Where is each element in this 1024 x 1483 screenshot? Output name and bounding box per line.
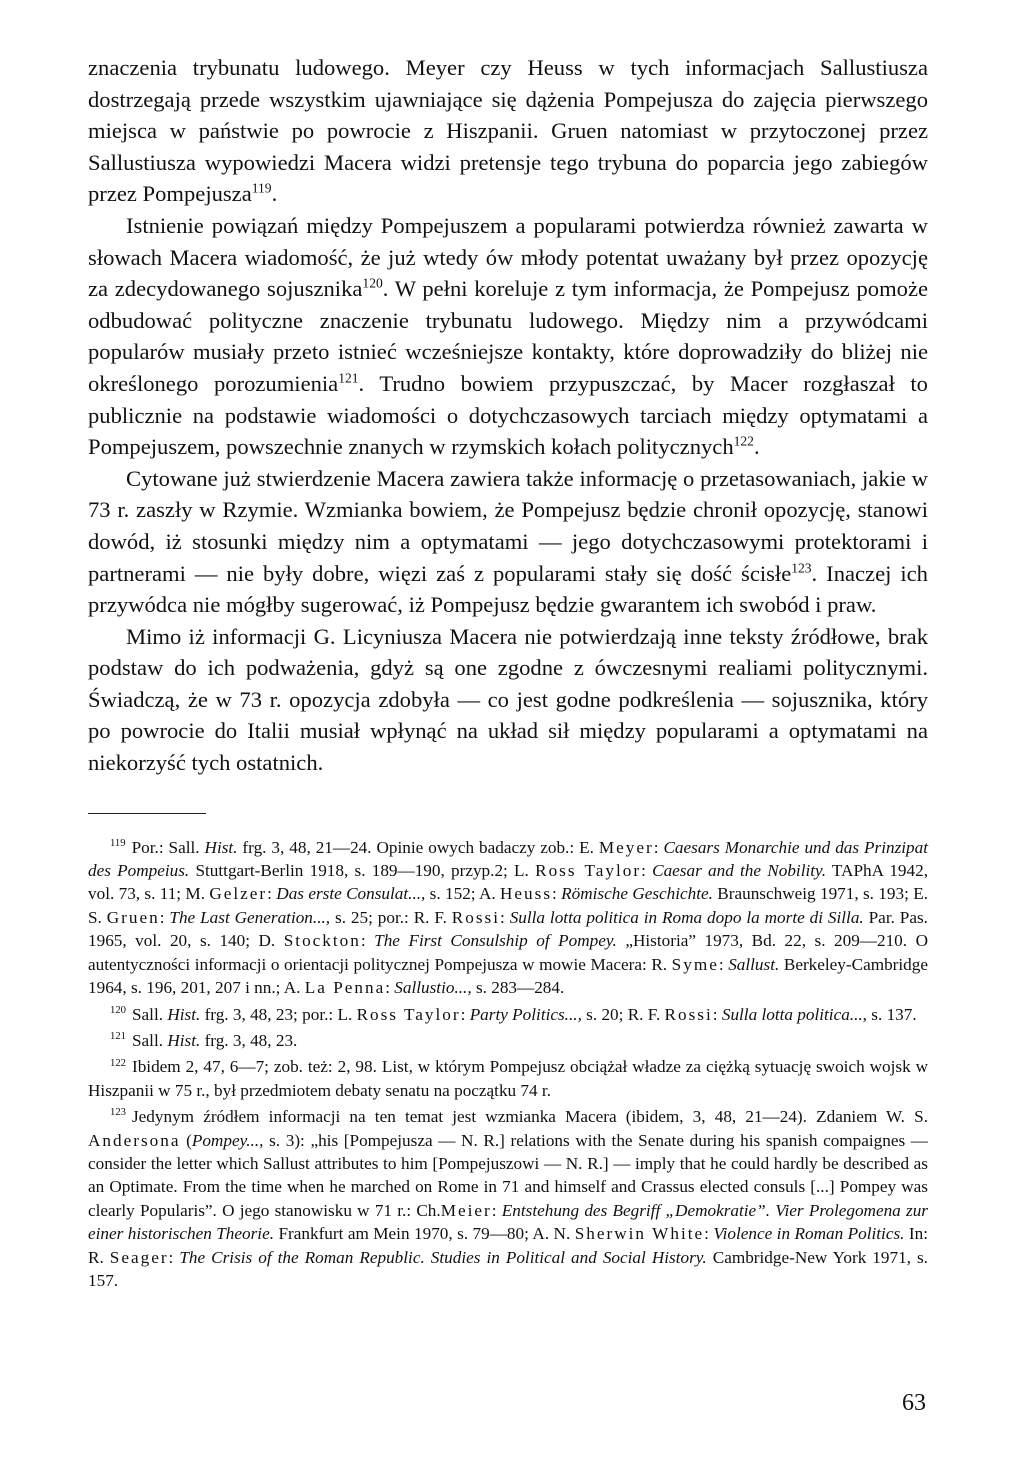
note-italic: Caesars Monarchie und das Prinzipat des Pompeius. bbox=[88, 837, 929, 881]
note-text: s. 25; por.: R. F. bbox=[330, 907, 452, 927]
author-name: Gelzer bbox=[209, 884, 268, 904]
paragraph-text: . Inaczej ich przywódca nie mógłby sugerować, iż Pompejusz będzie gwarantem ich swobód i praw. bbox=[88, 560, 928, 618]
note-text: : bbox=[552, 884, 562, 904]
note-italic: Sallust. bbox=[728, 954, 780, 974]
note-italic: The Crisis of the Roman Republic. Studies in Political and Social History. bbox=[179, 1247, 707, 1267]
footnotes bbox=[88, 836, 928, 1293]
footnote-number: 119 bbox=[110, 837, 126, 849]
footnote-ref-120: 120 bbox=[362, 275, 383, 291]
note-italic: Hist. bbox=[167, 1030, 201, 1050]
note-italic: Pompey..., bbox=[191, 1130, 264, 1150]
author-name: Andersona bbox=[88, 1130, 181, 1150]
note-italic: Violence in Roman Politics. bbox=[713, 1224, 905, 1244]
note-italic: Caesar and the Nobility. bbox=[652, 861, 826, 881]
note-text: Par. Pas. 1965, vol. 20, s. 140; D. bbox=[88, 907, 928, 951]
note-text: Sall. bbox=[131, 1004, 168, 1024]
note-text: : bbox=[168, 1247, 180, 1267]
note-text: Berkeley-Cambridge 1964, s. 196, 201, 207 i nn.; A. bbox=[88, 954, 928, 998]
footnote-ref-123: 123 bbox=[791, 559, 812, 575]
punctuation: . bbox=[753, 434, 760, 460]
author-name: Heuss bbox=[500, 884, 553, 904]
footnote-ref-121: 121 bbox=[338, 370, 359, 386]
note-text: Por.: Sall. bbox=[131, 837, 205, 857]
footnote-number: 121 bbox=[110, 1031, 126, 1043]
note-text: „Historia” 1973, Bd. 22, s. 209—210. O autentyczności informacji o orientacji politycznej Pompejusza w mowie Macera: R. bbox=[88, 931, 928, 974]
note-italic: Entstehung des Begriff „Demokratie”. Vier Prolegomena zur einer historischen Theorie. bbox=[88, 1200, 928, 1244]
note-text: Jedynym źródłem informacji na ten temat jest wzmianka Macera (ibidem, 3, 48, 21—24). Zdaniem W. S. bbox=[131, 1107, 928, 1127]
note-text: frg. 3, 48, 21—24. Opinie owych badaczy zob.: E. bbox=[237, 837, 599, 857]
note-text: : bbox=[460, 1004, 470, 1024]
note-text: : bbox=[712, 1004, 722, 1024]
note-text: : bbox=[704, 1224, 714, 1244]
note-text: frg. 3, 48, 23; por.: L. bbox=[200, 1004, 357, 1024]
note-text: In: R. bbox=[88, 1224, 928, 1267]
note-italic: The Last Generation..., bbox=[169, 907, 331, 927]
footnote-120 bbox=[88, 1003, 928, 1026]
note-text: : bbox=[491, 1200, 502, 1220]
author-name: Rossi bbox=[451, 907, 500, 927]
note-text: : bbox=[653, 837, 664, 857]
author-name: Rossi bbox=[664, 1004, 713, 1024]
note-text: TAPhA 1942, vol. 73, s. 11; M. bbox=[88, 861, 928, 904]
main-text bbox=[88, 52, 928, 779]
note-text: s. 3): „his [Pompejusza — N. R.] relations with the Senate during his spanish compaignes — consider the letter which Sallust attributes to him [Pompejuszowi — N. R.] — imply that he could hardly be described as an Optimate. From the time when he marched on Rome in 71 and himself and Crassus elected consuls [...] Pompey was clearly Popularis”. O jego stanowisku w 71 r.: Ch. bbox=[88, 1130, 928, 1220]
note-italic: Sulla lotta politica in Roma dopo la morte di Silla. bbox=[509, 907, 864, 927]
footnote-divider bbox=[88, 813, 206, 814]
note-text: ( bbox=[180, 1130, 192, 1150]
author-name: Ross Taylor bbox=[356, 1004, 461, 1024]
footnote-ref-122: 122 bbox=[733, 433, 754, 449]
author-name: Syme bbox=[671, 954, 719, 974]
note-text: Stuttgart-Berlin 1918, s. 189—190, przyp.2; L. bbox=[189, 861, 536, 881]
footnote-ref-119: 119 bbox=[251, 180, 272, 196]
paragraph-1 bbox=[88, 52, 928, 210]
author-name: Ross Taylor bbox=[535, 861, 642, 881]
punctuation: . bbox=[271, 181, 278, 207]
note-text: frg. 3, 48, 23. bbox=[200, 1030, 298, 1050]
note-italic: Das erste Consulat..., bbox=[276, 884, 426, 904]
note-text: s. 283—284. bbox=[471, 978, 565, 998]
author-name: Seager bbox=[109, 1247, 169, 1267]
note-text: : bbox=[385, 978, 395, 998]
author-name: Meier bbox=[440, 1200, 492, 1220]
note-text: : bbox=[267, 884, 277, 904]
footnote-number: 120 bbox=[110, 1004, 126, 1016]
note-text: s. 20; R. F. bbox=[581, 1004, 665, 1024]
note-italic: Sulla lotta politica..., bbox=[721, 1004, 867, 1024]
paragraph-text: znaczenia trybunatu ludowego. Meyer czy Heuss w tych informacjach Sallustiusza dostrzegają przede wszystkim ujawniające się dążenia Pompejusza do zajęcia pierwszego miejsca w państwie po powrocie z Hiszpanii. Gruen natomiast w przytoczonej przez Sallustiusza wypowiedzi Macera widzi pretensje tego trybuna do poparcia jego zabiegów przez Pompejusza bbox=[88, 55, 928, 207]
note-italic: Hist. bbox=[204, 837, 238, 857]
paragraph-text: Cytowane już stwierdzenie Macera zawiera także informację o przetasowaniach, jakie w 73 r. zaszły w Rzymie. Wzmianka bowiem, że Pompejusz będzie chronił opozycję, stanowi dowód, iż stosunki między nim a optymatami — jego dotychczasowymi protektorami i partnerami — nie były dobre, więzi zaś z popularami stały się dość ścisłe bbox=[88, 465, 928, 586]
note-italic: Party Politics..., bbox=[469, 1004, 582, 1024]
paragraph-3 bbox=[88, 463, 928, 621]
note-italic: Hist. bbox=[167, 1004, 201, 1024]
note-text: : bbox=[718, 954, 729, 974]
note-text: s. 137. bbox=[866, 1004, 917, 1024]
paragraph-text: . Trudno bowiem przypuszczać, by Macer rozgłaszał to publicznie na podstawie wiadomości o dotychczasowych tarciach między optymatami a Pompejuszem, powszechnie znanych w rzymskich kołach politycznych bbox=[88, 370, 928, 460]
note-text: Ibidem 2, 47, 6—7; zob. też: 2, 98. List, w którym Pompejusz obciążał władze za ciężką sytuację swoich wojsk w Hiszpanii w 75 r., był przedmiotem debaty senatu na początku 74 r. bbox=[88, 1057, 928, 1100]
note-text: : bbox=[641, 861, 653, 881]
note-text: : bbox=[500, 907, 510, 927]
footnote-119 bbox=[88, 836, 928, 1000]
note-text: Sall. bbox=[131, 1030, 168, 1050]
footnote-number: 122 bbox=[110, 1057, 126, 1069]
note-italic: Römische Geschichte. bbox=[561, 884, 713, 904]
note-italic: The First Consulship of Pompey. bbox=[374, 931, 617, 951]
author-name: Gruen bbox=[106, 907, 160, 927]
footnote-121 bbox=[88, 1029, 928, 1052]
note-text: : bbox=[360, 931, 375, 951]
note-text: s. 152; A. bbox=[425, 884, 501, 904]
footnote-number: 123 bbox=[110, 1107, 126, 1119]
page-number: 63 bbox=[902, 1390, 926, 1416]
footnote-123 bbox=[88, 1105, 928, 1292]
paragraph-2 bbox=[88, 210, 928, 463]
paragraph-text: Mimo iż informacji G. Licyniusza Macera nie potwierdzają inne teksty źródłowe, brak podstaw do ich podważenia, gdyż są one zgodne z ówczesnymi realiami politycznymi. Świadczą, że w 73 r. opozycja zdobyła — co jest godne podkreślenia — sojusznika, który po powrocie do Italii musiał wpłynąć na układ sił między popularami a optymatami na niekorzyść tych ostatnich. bbox=[88, 623, 928, 776]
author-name: Stockton bbox=[283, 931, 361, 951]
footnote-122 bbox=[88, 1055, 928, 1102]
note-text: Frankfurt am Mein 1970, s. 79—80; A. N. bbox=[274, 1224, 575, 1244]
paragraph-text: Istnienie powiązań między Pompejuszem a popularami potwierdza również zawarta w słowach Macera wiadomość, że już wtedy ów młody potentat uważany był przez opozycję za zdecydowanego sojusznika bbox=[88, 212, 928, 302]
paragraph-text: . W pełni koreluje z tym informacja, że Pompejusz pomoże odbudować polityczne znaczenie trybunatu ludowego. Między nim a przywódcami popularów musiały przeto istnieć wcześniejsze kontakty, które doprowadziły do bliżej nie określonego porozumienia bbox=[88, 276, 928, 396]
note-text: : bbox=[159, 907, 170, 927]
note-italic: Sallustio..., bbox=[394, 978, 472, 998]
author-name: La Penna bbox=[304, 978, 386, 998]
author-name: Meyer bbox=[598, 837, 654, 857]
paragraph-4 bbox=[88, 621, 928, 779]
note-text: Cambridge-New York 1971, s. 157. bbox=[88, 1247, 928, 1290]
note-text: Braunschweig 1971, s. 193; E. S. bbox=[88, 884, 929, 927]
author-name: Sherwin White bbox=[574, 1224, 705, 1244]
